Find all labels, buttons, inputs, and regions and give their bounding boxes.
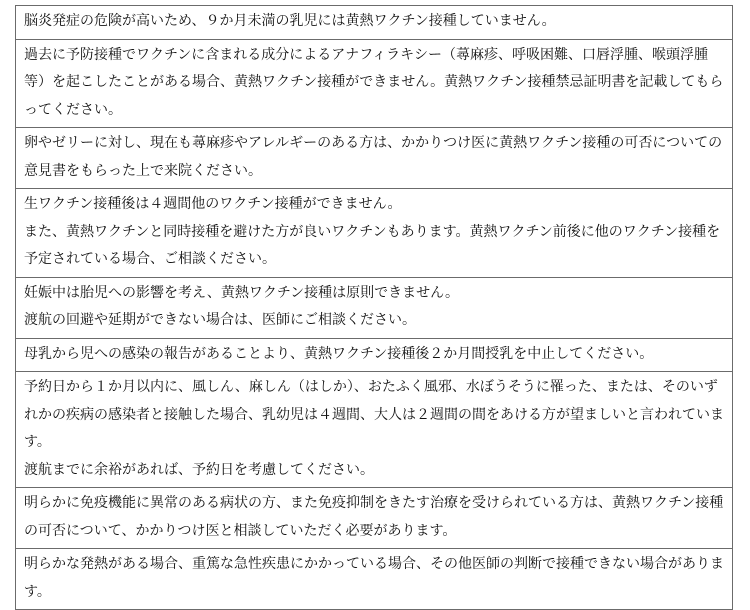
notice-text: 卵やゼリーに対し、現在も蕁麻疹やアレルギーのある方は、かかりつけ医に黄熱ワクチン接種の可否についての意見書をもらった上で来院ください。 (24, 135, 723, 179)
notice-text: 予約日から１か月以内に、風しん、麻しん（はしか）、おたふく風邪、水ぼうそうに罹った、または、そのいずれかの疾病の感染者と接触した場合、乳幼児は４週間、大人は２週間の間をあける方が望ましいと言われています。 (24, 379, 724, 450)
notice-text: 脳炎発症の危険が高いため、９か月未満の乳児には黄熱ワクチン接種していません。 (24, 13, 556, 29)
notice-row (16, 372, 733, 488)
notice-cell (16, 128, 733, 189)
notice-text: 明らかな発熱がある場合、重篤な急性疾患にかかっている場合、その他医師の判断で接種できない場合があります。 (24, 556, 724, 600)
notice-cell (16, 338, 733, 372)
notice-row (16, 39, 733, 128)
notice-row (16, 277, 733, 338)
notice-cell (16, 277, 733, 338)
notice-text: 生ワクチン接種後は４週間他のワクチン接種ができません。 (24, 196, 402, 212)
notice-cell (16, 189, 733, 278)
notice-row (16, 549, 733, 610)
notice-text: また、黄熱ワクチンと同時接種を避けた方が良いワクチンもあります。黄熱ワクチン前後に他のワクチン接種を予定されている場合、ご相談ください。 (24, 223, 721, 267)
notice-text: 母乳から児への感染の報告があることより、黄熱ワクチン接種後２か月間授乳を中止してください。 (24, 345, 654, 362)
notice-text: 渡航までに余裕があれば、予約日を考慮してください。 (24, 461, 374, 478)
notice-row (16, 189, 733, 278)
notice-cell (16, 39, 733, 128)
notice-cell (16, 372, 733, 488)
notice-text: 妊娠中は胎児への影響を考え、黄熱ワクチン接種は原則できません。 (24, 284, 459, 301)
notice-text: 渡航の回避や延期ができない場合は、医師にご相談ください。 (24, 312, 416, 328)
vaccination-notice-table (15, 5, 733, 610)
notice-text: 過去に予防接種でワクチンに含まれる成分によるアナフィラキシー（蕁麻疹、呼吸困難、口唇浮腫、喉頭浮腫等）を起こしたことがある場合、黄熱ワクチン接種ができません。黄熱ワクチン接種禁忌証明書を記載してもらってください。 (24, 46, 724, 118)
notice-row (16, 488, 733, 549)
notice-cell (16, 6, 733, 40)
notice-row (16, 6, 733, 40)
notice-text: 明らかに免疫機能に異常のある病状の方、また免疫抑制をきたす治療を受けられている方は、黄熱ワクチン接種の可否について、かかりつけ医と相談していただく必要があります。 (24, 495, 724, 539)
notice-cell (16, 549, 733, 610)
notice-row (16, 338, 733, 372)
notice-row (16, 128, 733, 189)
notice-cell (16, 488, 733, 549)
